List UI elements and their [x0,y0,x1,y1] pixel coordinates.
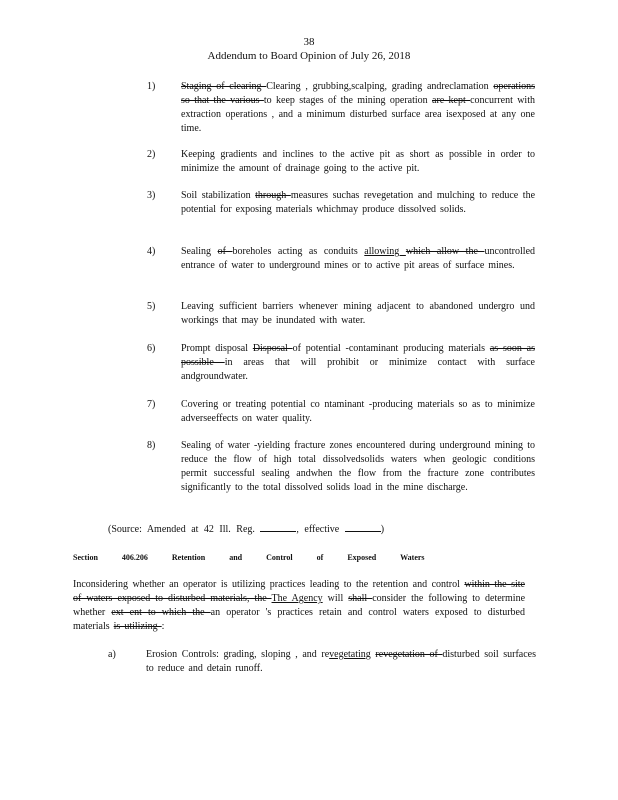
inserted-text: allowing [364,246,406,257]
deleted-text: Staging of clearing [181,81,267,92]
section-title-word: and [229,553,243,562]
section-label: Section [73,553,98,562]
item-text [181,300,535,328]
text-segment: in areas that will prohibit or minimize contact with surface andgroundwater. [181,357,535,382]
deleted-text: within the site of waters exposed to disturbed materials, the [73,579,525,604]
item-number: 2) [147,149,156,160]
item-text [181,189,535,217]
item-number: 4) [147,246,156,257]
section-title-word: Waters [400,553,425,562]
item-number: 1) [147,81,156,92]
deleted-text: which allow the [405,246,485,257]
text-segment: Prompt disposal [181,343,253,354]
blank-line [260,523,296,532]
section-title-word: Retention [171,553,206,562]
section-title-word: Control [266,553,293,562]
text-segment: measures suchas revegetation and mulching to reduce the potential for exposing materials whichmay produce dissolved solids. [181,190,536,215]
section-title-word: Exposed [347,553,377,562]
text-segment: consider the following to determine whether [73,593,526,618]
text-segment: Sealing of water -yielding fracture zones encountered during underground mining to reduce the flow of high total dissolvedsolids waters when geologic conditions permit successful sealing andwhen the flow from the fracture zone contributes significantly to the total dissolved solids load in the mine discharge. [181,440,535,493]
item-text [181,342,535,384]
text-segment: Erosion Controls: grading, sloping , and re [146,649,330,660]
item-number: 5) [147,301,156,312]
text-segment: Soil stabilization [181,190,256,201]
text-segment: uncontrolled entrance of water to underground mines or to active pit areas of surface mines. [181,246,536,271]
text-segment: Leaving sufficient barriers whenever mining adjacent to abandoned undergro und workings that may be inundated with water. [181,301,535,326]
section-number: 406.206 [121,553,148,562]
item-number: 8) [147,440,156,451]
text-segment: Clearing , grubbing,scalping, grading andreclamation [266,81,494,92]
source-middle: , effective [296,524,340,535]
item-text [181,245,535,273]
text-segment: an operator 's practices retain and control waters exposed to disturbed materials [73,607,525,632]
text-segment: of potential -contaminant producing materials [292,343,490,354]
inserted-text: The Agency [271,593,323,604]
blank-line [345,523,381,532]
deleted-text: as soon as possible [181,343,535,368]
text-segment: Inconsidering whether an operator is utilizing practices leading to the retention and control [73,579,465,590]
source-note [108,523,384,535]
page-number: 38 [303,36,315,48]
body-paragraph [73,578,525,634]
item-text [181,439,535,495]
deleted-text: through [255,190,291,201]
document-title: Addendum to Board Opinion of July 26, 2018 [207,50,411,62]
deleted-text: operations so that the various [181,81,535,106]
deleted-text: Disposal [252,343,293,354]
text-segment: Sealing [181,246,218,257]
item-text [181,80,535,136]
text-segment: Keeping gradients and inclines to the active pit as short as possible in order to minimize the amount of drainage going to the active pit. [181,149,535,174]
sub-item-number: a) [108,649,116,660]
item-number: 6) [147,343,156,354]
section-heading [73,553,447,562]
deleted-text: shall [348,593,373,604]
section-title-word: of [316,553,324,562]
text-segment: : [161,621,165,632]
item-number: 3) [147,190,156,201]
text-segment: concurrent with extraction operations , and a minimum disturbed surface area isexposed at any one time. [181,95,535,134]
deleted-text: ext ent to which the [111,607,211,618]
source-suffix: ) [380,524,385,535]
deleted-text: revegetation of [375,649,443,660]
item-number: 7) [147,399,156,410]
deleted-text: are kept [432,95,471,106]
deleted-text: is utilizing [113,621,162,632]
inserted-text: vegetating [329,649,371,660]
item-text [181,148,535,176]
text-segment: boreholes acting as conduits [232,246,365,257]
deleted-text: of [217,246,233,257]
source-prefix: (Source: Amended at 42 Ill. Reg. [108,524,255,535]
text-segment: will [322,593,349,604]
text-segment: Covering or treating potential co ntaminant -producing materials so as to minimize adverseeffects on water quality. [181,399,535,424]
text-segment: to keep stages of the mining operation [263,95,432,106]
text-segment: disturbed soil surfaces to reduce and detain runoff. [146,649,537,674]
item-text [181,398,535,426]
sub-item-text [146,648,536,676]
